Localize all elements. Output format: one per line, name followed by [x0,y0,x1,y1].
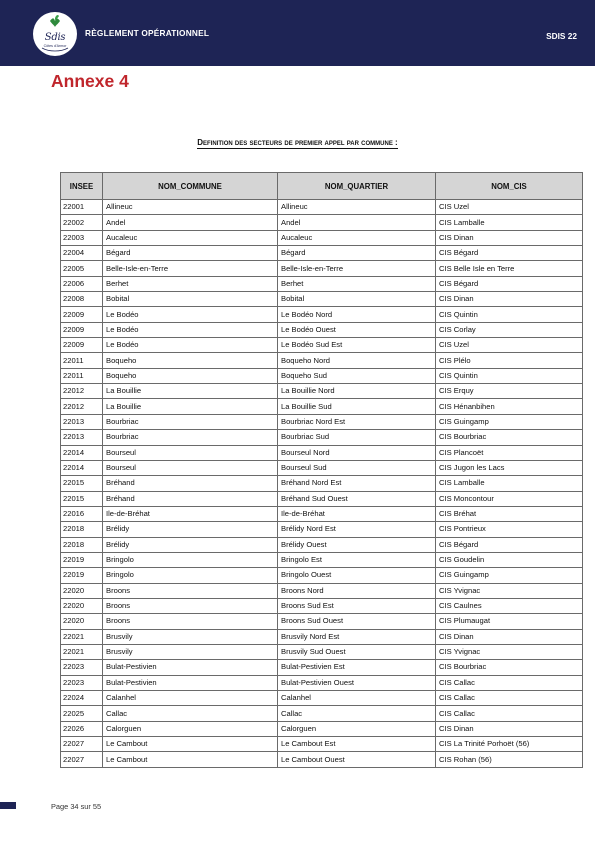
cell-nom-commune: Le Bodéo [103,307,278,322]
cell-nom-quartier: Le Bodéo Sud Est [278,338,436,353]
cell-insee: 22020 [61,583,103,598]
cell-nom-cis: CIS Jugon les Lacs [436,460,583,475]
cell-nom-commune: Bringolo [103,552,278,567]
cell-insee: 22005 [61,261,103,276]
cell-nom-cis: CIS Bégard [436,537,583,552]
cell-insee: 22011 [61,368,103,383]
cell-insee: 22011 [61,353,103,368]
table-row [61,522,583,537]
footer-bar [0,802,16,809]
cell-nom-quartier: Brélidy Nord Est [278,522,436,537]
table-row [61,691,583,706]
cell-nom-commune: Ile-de-Bréhat [103,506,278,521]
cell-nom-commune: Bobital [103,292,278,307]
cell-nom-quartier: Le Bodéo Ouest [278,322,436,337]
cell-nom-cis: CIS Dinan [436,629,583,644]
cell-nom-quartier: Broons Sud Ouest [278,614,436,629]
cell-nom-quartier: Le Bodéo Nord [278,307,436,322]
cell-nom-quartier: Andel [278,215,436,230]
cell-nom-quartier: Callac [278,706,436,721]
cell-nom-commune: Calanhel [103,691,278,706]
cell-insee: 22019 [61,552,103,567]
cell-nom-quartier: Bringolo Ouest [278,568,436,583]
cell-insee: 22006 [61,276,103,291]
cell-nom-commune: Bringolo [103,568,278,583]
table-row [61,644,583,659]
cell-nom-commune: Bréhand [103,491,278,506]
cell-insee: 22002 [61,215,103,230]
cell-nom-cis: CIS Uzel [436,200,583,215]
table-row [61,598,583,613]
cell-nom-cis: CIS Lamballe [436,476,583,491]
cell-nom-commune: Berhet [103,276,278,291]
cell-insee: 22009 [61,307,103,322]
cell-nom-quartier: Boqueho Nord [278,353,436,368]
cell-nom-commune: Bulat-Pestivien [103,660,278,675]
table-row [61,261,583,276]
cell-nom-commune: Le Bodéo [103,322,278,337]
cell-nom-commune: La Bouillie [103,384,278,399]
cell-nom-quartier: Bourbriac Sud [278,430,436,445]
cell-nom-cis: CIS Quintin [436,368,583,383]
cell-insee: 22018 [61,537,103,552]
table-row [61,583,583,598]
table-row [61,445,583,460]
cell-nom-cis: CIS La Trinité Porhoët (56) [436,737,583,752]
cell-insee: 22004 [61,246,103,261]
logo-subtext: Côtes d'Armor [43,44,67,48]
cell-nom-commune: Bulat-Pestivien [103,675,278,690]
table-row [61,537,583,552]
cell-nom-cis: CIS Dinan [436,230,583,245]
table-row [61,660,583,675]
cell-nom-cis: CIS Pontrieux [436,522,583,537]
cell-insee: 22009 [61,338,103,353]
table-row [61,491,583,506]
cell-nom-commune: Belle-Isle-en-Terre [103,261,278,276]
cell-nom-commune: Boqueho [103,368,278,383]
communes-table [60,172,583,768]
cell-nom-commune: Bourseul [103,460,278,475]
table-row [61,338,583,353]
cell-insee: 22013 [61,414,103,429]
cell-insee: 22021 [61,644,103,659]
cell-nom-cis: CIS Rohan (56) [436,752,583,767]
cell-nom-cis: CIS Callac [436,675,583,690]
cell-nom-commune: La Bouillie [103,399,278,414]
cell-nom-commune: Bourbriac [103,430,278,445]
column-header-nom-cis: NOM_CIS [436,173,583,200]
table-row [61,430,583,445]
table-body [61,200,583,768]
cell-insee: 22014 [61,460,103,475]
cell-nom-quartier: Calorguen [278,721,436,736]
cell-nom-cis: CIS Plancoët [436,445,583,460]
cell-nom-cis: CIS Guingamp [436,568,583,583]
cell-nom-quartier: Bringolo Est [278,552,436,567]
cell-nom-cis: CIS Plélo [436,353,583,368]
cell-insee: 22012 [61,384,103,399]
cell-nom-quartier: Brélidy Ouest [278,537,436,552]
cell-nom-cis: CIS Yvignac [436,644,583,659]
cell-nom-quartier: Calanhel [278,691,436,706]
table-row [61,721,583,736]
cell-nom-cis: CIS Erquy [436,384,583,399]
cell-nom-quartier: La Bouillie Nord [278,384,436,399]
cell-nom-commune: Brusvily [103,629,278,644]
table-row [61,353,583,368]
table-row [61,399,583,414]
cell-insee: 22025 [61,706,103,721]
cell-nom-quartier: Allineuc [278,200,436,215]
cell-nom-quartier: La Bouillie Sud [278,399,436,414]
table-row [61,230,583,245]
cell-nom-commune: Allineuc [103,200,278,215]
cell-insee: 22009 [61,322,103,337]
cell-nom-cis: CIS Goudelin [436,552,583,567]
cell-nom-quartier: Berhet [278,276,436,291]
table-row [61,368,583,383]
cell-insee: 22021 [61,629,103,644]
table-row [61,476,583,491]
cell-nom-commune: Brélidy [103,522,278,537]
cell-nom-cis: CIS Belle Isle en Terre [436,261,583,276]
logo-text: Sdis [44,32,66,43]
cell-insee: 22015 [61,491,103,506]
section-heading-text: Definition des secteurs de premier appel par commune : [197,138,398,147]
cell-nom-commune: Brélidy [103,537,278,552]
cell-nom-quartier: Bourseul Nord [278,445,436,460]
table-row [61,276,583,291]
cell-nom-commune: Bourseul [103,445,278,460]
cell-nom-commune: Le Cambout [103,752,278,767]
cell-insee: 22008 [61,292,103,307]
cell-nom-cis: CIS Hénanbihen [436,399,583,414]
cell-insee: 22014 [61,445,103,460]
cell-nom-cis: CIS Yvignac [436,583,583,598]
cell-insee: 22023 [61,660,103,675]
table-row [61,246,583,261]
cell-insee: 22013 [61,430,103,445]
column-header-nom-commune: NOM_COMMUNE [103,173,278,200]
cell-insee: 22020 [61,614,103,629]
table-row [61,752,583,767]
cell-nom-quartier: Le Cambout Est [278,737,436,752]
cell-nom-cis: CIS Caulnes [436,598,583,613]
cell-nom-quartier: Belle-Isle-en-Terre [278,261,436,276]
cell-nom-cis: CIS Callac [436,706,583,721]
cell-insee: 22003 [61,230,103,245]
cell-insee: 22015 [61,476,103,491]
cell-insee: 22018 [61,522,103,537]
cell-nom-quartier: Boqueho Sud [278,368,436,383]
table-row [61,506,583,521]
cell-nom-cis: CIS Dinan [436,721,583,736]
cell-nom-quartier: Le Cambout Ouest [278,752,436,767]
cell-insee: 22016 [61,506,103,521]
cell-nom-commune: Bégard [103,246,278,261]
cell-insee: 22026 [61,721,103,736]
table-row [61,384,583,399]
cell-insee: 22020 [61,598,103,613]
cell-insee: 22019 [61,568,103,583]
cell-nom-quartier: Broons Sud Est [278,598,436,613]
header-code: SDIS 22 [546,31,577,41]
cell-nom-commune: Calorguen [103,721,278,736]
cell-nom-cis: CIS Moncontour [436,491,583,506]
cell-nom-cis: CIS Plumaugat [436,614,583,629]
section-heading [0,138,595,147]
cell-insee: 22012 [61,399,103,414]
table-row [61,414,583,429]
page-number: Page 34 sur 55 [51,802,102,811]
cell-nom-quartier: Broons Nord [278,583,436,598]
cell-nom-cis: CIS Bourbriac [436,660,583,675]
cell-insee: 22023 [61,675,103,690]
cell-nom-cis: CIS Bégard [436,246,583,261]
cell-insee: 22001 [61,200,103,215]
table-row [61,307,583,322]
table-row [61,322,583,337]
cell-nom-cis: CIS Dinan [436,292,583,307]
cell-nom-cis: CIS Bégard [436,276,583,291]
table-row [61,200,583,215]
table-row [61,568,583,583]
sdis-logo-icon [33,12,77,56]
cell-nom-cis: CIS Corlay [436,322,583,337]
cell-nom-commune: Bréhand [103,476,278,491]
column-header-nom-quartier: NOM_QUARTIER [278,173,436,200]
column-header-insee: INSEE [61,173,103,200]
cell-nom-quartier: Aucaleuc [278,230,436,245]
cell-nom-quartier: Bourseul Sud [278,460,436,475]
cell-nom-commune: Broons [103,614,278,629]
table-row [61,675,583,690]
cell-nom-quartier: Bréhand Sud Ouest [278,491,436,506]
cell-nom-commune: Le Cambout [103,737,278,752]
cell-nom-commune: Broons [103,598,278,613]
table-row [61,215,583,230]
page-header [0,0,595,66]
annexe-title: Annexe 4 [51,71,129,91]
cell-insee: 22024 [61,691,103,706]
cell-nom-quartier: Bégard [278,246,436,261]
cell-nom-quartier: Brusvily Nord Est [278,629,436,644]
cell-nom-commune: Le Bodéo [103,338,278,353]
table-row [61,460,583,475]
cell-nom-cis: CIS Lamballe [436,215,583,230]
header-title: RÈGLEMENT OPÉRATIONNEL [85,28,210,38]
cell-nom-quartier: Bulat-Pestivien Ouest [278,675,436,690]
table-row [61,706,583,721]
cell-nom-quartier: Ile-de-Bréhat [278,506,436,521]
table-row [61,552,583,567]
cell-nom-cis: CIS Quintin [436,307,583,322]
cell-nom-quartier: Bobital [278,292,436,307]
table-row [61,614,583,629]
cell-nom-commune: Aucaleuc [103,230,278,245]
cell-nom-quartier: Bulat-Pestivien Est [278,660,436,675]
cell-nom-cis: CIS Uzel [436,338,583,353]
table-header-row [61,173,583,200]
cell-nom-commune: Callac [103,706,278,721]
table-row [61,629,583,644]
cell-nom-commune: Bourbriac [103,414,278,429]
cell-nom-quartier: Bréhand Nord Est [278,476,436,491]
cell-nom-quartier: Brusvily Sud Ouest [278,644,436,659]
cell-nom-quartier: Bourbriac Nord Est [278,414,436,429]
cell-nom-cis: CIS Bourbriac [436,430,583,445]
cell-nom-cis: CIS Guingamp [436,414,583,429]
cell-nom-commune: Andel [103,215,278,230]
cell-insee: 22027 [61,752,103,767]
table-row [61,737,583,752]
cell-nom-commune: Brusvily [103,644,278,659]
table-row [61,292,583,307]
cell-insee: 22027 [61,737,103,752]
cell-nom-cis: CIS Bréhat [436,506,583,521]
cell-nom-commune: Boqueho [103,353,278,368]
cell-nom-cis: CIS Callac [436,691,583,706]
cell-nom-commune: Broons [103,583,278,598]
